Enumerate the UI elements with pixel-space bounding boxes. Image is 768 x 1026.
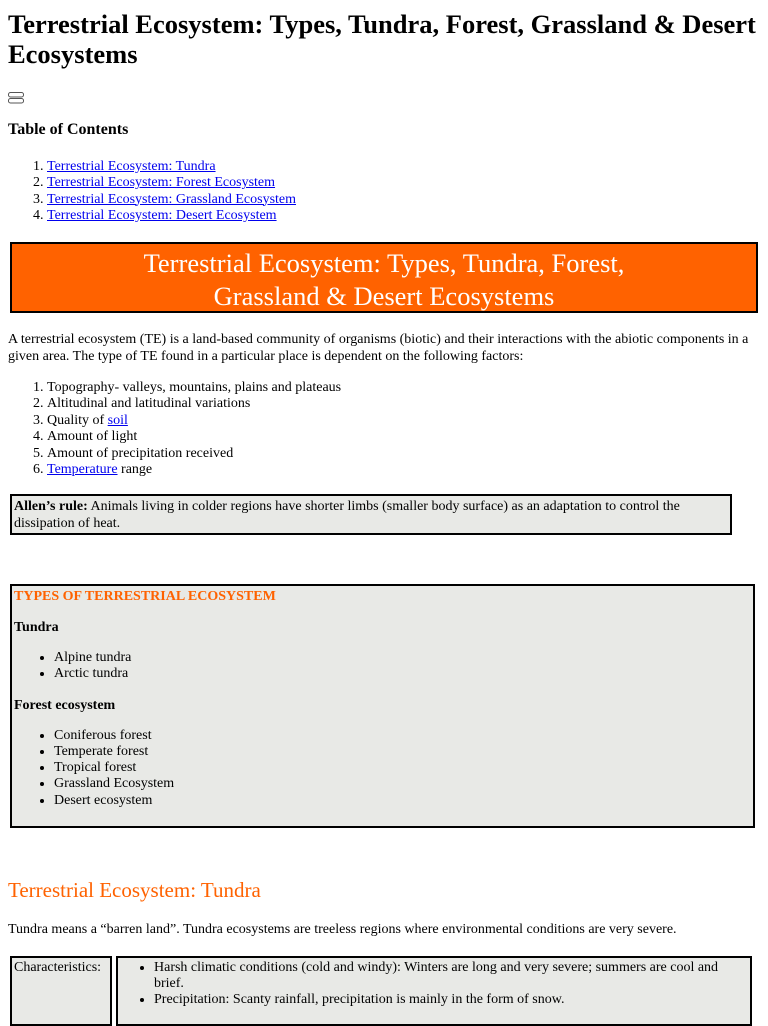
- toc-title: Table of Contents: [8, 121, 129, 138]
- tundra-types-list: [54, 650, 751, 683]
- list-item: • Arctic tundra: [54, 666, 751, 682]
- toc-link-grassland[interactable]: Terrestrial Ecosystem: Grassland Ecosystem: [47, 191, 297, 207]
- list-item: 4. Amount of light: [47, 429, 341, 445]
- factor-text: Quality of: [47, 412, 108, 428]
- forest-types-list: [54, 728, 751, 809]
- toc-list: [47, 159, 296, 224]
- list-item: • Alpine tundra: [54, 650, 751, 666]
- list-item: • Grassland Ecosystem: [54, 776, 751, 792]
- toc-link-forest[interactable]: Terrestrial Ecosystem: Forest Ecosystem: [47, 175, 276, 191]
- tundra-paragraph: Tundra means a “barren land”. Tundra ecosystems are treeless regions where environmental conditions are very severe.: [8, 922, 677, 937]
- allens-rule-text: Animals living in colder regions have shorter limbs (smaller body surface) as an adaptation to control the dissipation of heat.: [14, 499, 680, 531]
- toc-item: [47, 175, 296, 191]
- list-item: 5. Amount of precipitation received: [47, 446, 341, 462]
- list-item: 1. Topography- valleys, mountains, plains and plateaus: [47, 380, 341, 396]
- types-heading: TYPES OF TERRESTRIAL ECOSYSTEM: [14, 589, 276, 604]
- temperature-link[interactable]: Temperature: [47, 461, 118, 477]
- list-item: • Desert ecosystem: [54, 793, 751, 809]
- allens-rule-label: Allen’s rule:: [14, 499, 88, 514]
- list-item: [47, 413, 341, 429]
- toc-toggle-icon[interactable]: [8, 92, 24, 104]
- characteristics-list: [154, 960, 746, 1008]
- toc-link-desert[interactable]: Terrestrial Ecosystem: Desert Ecosystem: [47, 207, 277, 223]
- page-title: Terrestrial Ecosystem: Types, Tundra, Forest, Grassland & Desert Ecosystems: [8, 9, 756, 69]
- list-item: • Precipitation: Scanty rainfall, precipitation is mainly in the form of snow.: [154, 992, 746, 1008]
- list-item: • Coniferous forest: [54, 728, 751, 744]
- characteristics-cell: [116, 956, 752, 1026]
- toc-item: [47, 159, 296, 175]
- toc-item: [47, 192, 296, 208]
- tundra-subheading: Tundra: [14, 620, 59, 635]
- factors-list: [47, 380, 341, 478]
- banner-line: Grassland & Desert Ecosystems: [213, 281, 555, 311]
- list-item: [47, 462, 341, 478]
- soil-link[interactable]: soil: [107, 412, 128, 428]
- list-item: • Harsh climatic conditions (cold and windy): Winters are long and very severe; summers are cool and brief.: [154, 960, 746, 992]
- characteristics-label: Characteristics:: [10, 956, 112, 1026]
- types-box: [10, 584, 755, 828]
- list-item: • Temperate forest: [54, 744, 751, 760]
- toc-link-tundra[interactable]: Terrestrial Ecosystem: Tundra: [47, 159, 216, 174]
- banner-line: Terrestrial Ecosystem: Types, Tundra, Forest,: [143, 248, 625, 278]
- toc-item: [47, 208, 296, 224]
- intro-paragraph: A terrestrial ecosystem (TE) is a land-based community of organisms (biotic) and their interactions with the abiotic components in a given area. The type of TE found in a particular place is dependent on the following factors:: [8, 332, 749, 364]
- tundra-section-title: Terrestrial Ecosystem: Tundra: [8, 878, 261, 902]
- forest-subheading: Forest ecosystem: [14, 697, 116, 713]
- allens-rule-box: [10, 494, 732, 535]
- list-item: 2. Altitudinal and latitudinal variations: [47, 396, 341, 412]
- factor-text: range: [117, 461, 153, 477]
- list-item: • Tropical forest: [54, 760, 751, 776]
- banner-heading: [10, 242, 758, 313]
